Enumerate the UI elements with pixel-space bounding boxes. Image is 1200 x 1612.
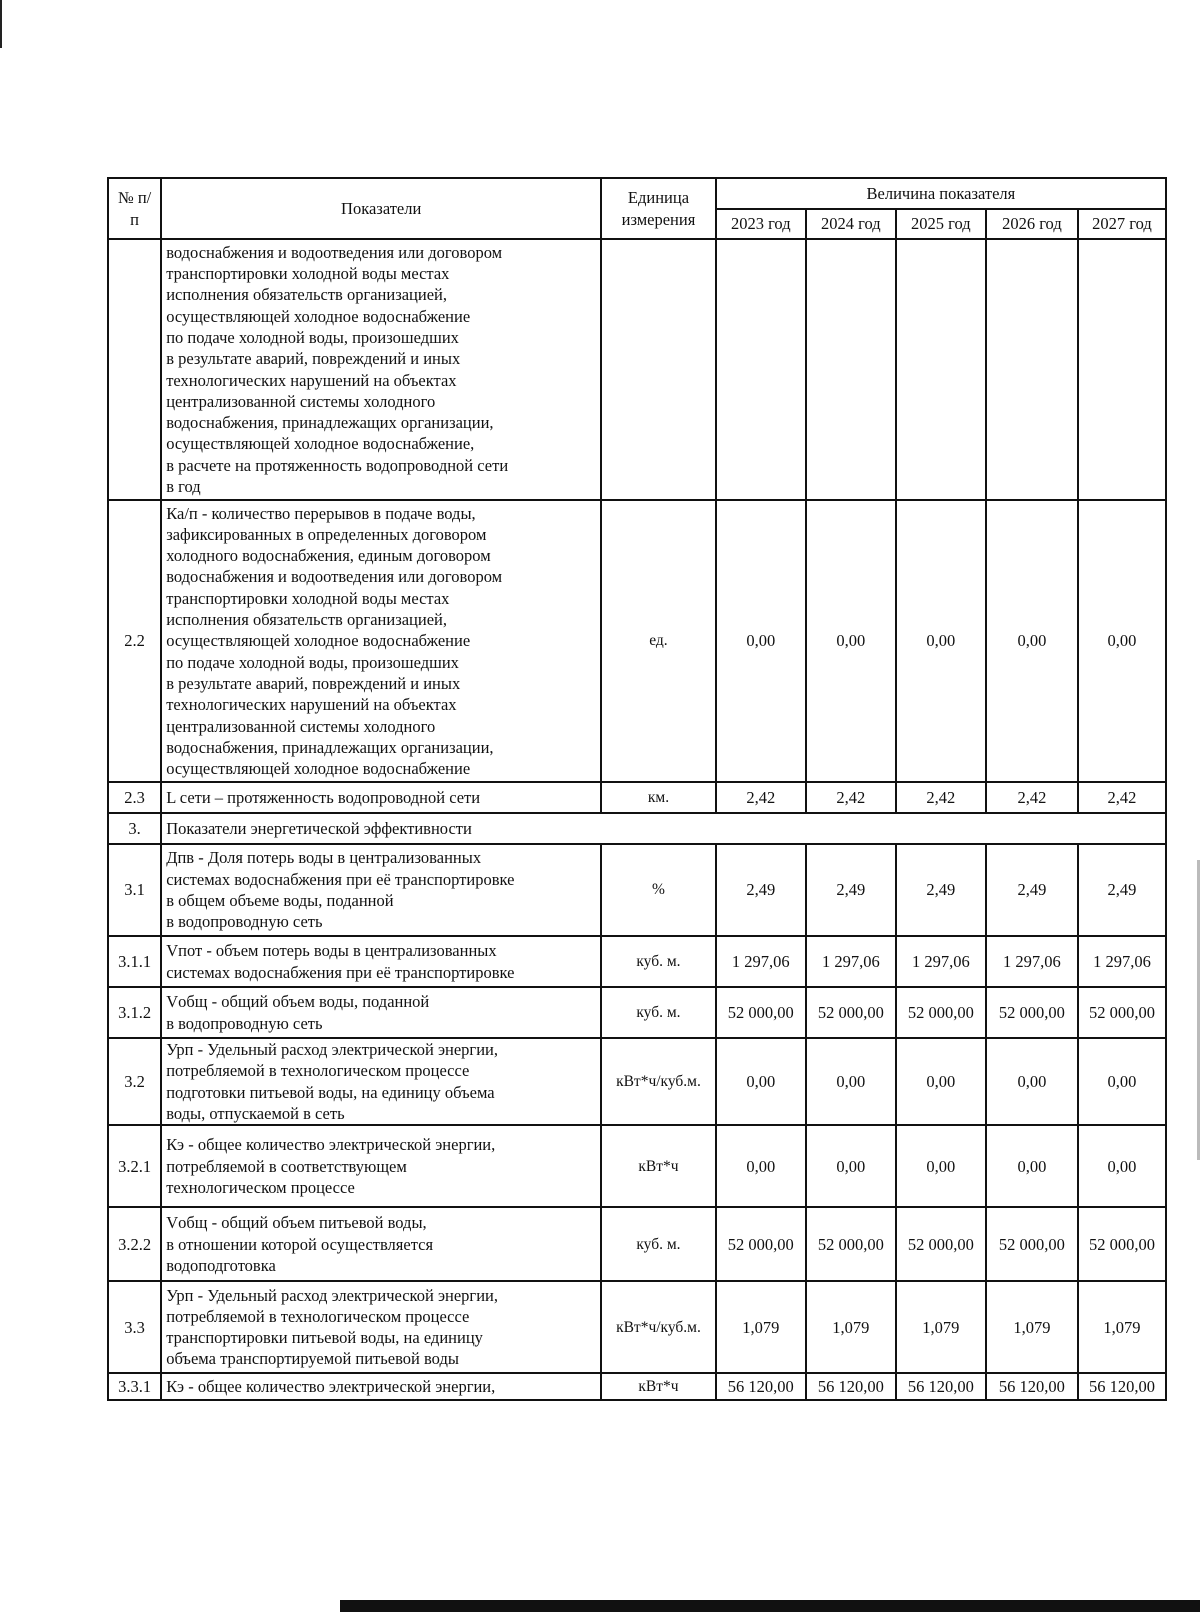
value-cell: 2,42 [986,782,1078,813]
row-number: 3.1 [108,844,161,936]
value-cell: 2,49 [806,844,896,936]
unit-cell: кВт*ч/куб.м. [601,1038,716,1125]
value-cell: 52 000,00 [716,987,806,1038]
indicator-name: Урп - Удельный расход электрической энергии, потребляемой в технологическом процессе подготовки питьевой воды, на единицу объема воды, отпускаемой в сеть [161,1038,601,1125]
scan-edge-mark [0,0,2,48]
unit-cell: куб. м. [601,1207,716,1281]
value-cell: 2,42 [806,782,896,813]
value-cell: 2,42 [896,782,986,813]
table-row [108,1125,1166,1207]
value-cell: 0,00 [806,500,896,782]
value-cell: 56 120,00 [986,1373,1078,1400]
section-title: Показатели энергетической эффективности [161,813,1166,844]
value-cell: 1 297,06 [716,936,806,987]
value-cell: 1,079 [716,1281,806,1373]
value-cell: 2,49 [716,844,806,936]
header-year: 2023 год [716,209,806,239]
value-cell: 52 000,00 [806,1207,896,1281]
row-number: 3.2 [108,1038,161,1125]
table-row [108,1373,1166,1400]
value-cell: 0,00 [986,1038,1078,1125]
table-row [108,500,1166,782]
row-number: 2.2 [108,500,161,782]
table-row [108,782,1166,813]
unit-cell: кВт*ч/куб.м. [601,1281,716,1373]
indicator-name: Vобщ - общий объем питьевой воды, в отношении которой осуществляется водоподготовка [161,1207,601,1281]
header-indicator: Показатели [161,178,601,239]
value-cell: 1,079 [1078,1281,1166,1373]
header-num: № п/п [108,178,161,239]
row-number: 3.1.1 [108,936,161,987]
value-cell: 0,00 [1078,500,1166,782]
row-number: 3. [108,813,161,844]
row-number [108,239,161,500]
value-cell: 52 000,00 [986,1207,1078,1281]
unit-cell: кВт*ч [601,1125,716,1207]
value-cell: 0,00 [716,500,806,782]
value-cell [986,239,1078,500]
table-row [108,844,1166,936]
value-cell: 0,00 [986,1125,1078,1207]
value-cell [716,239,806,500]
value-cell: 1 297,06 [986,936,1078,987]
value-cell: 52 000,00 [806,987,896,1038]
value-cell: 0,00 [716,1038,806,1125]
value-cell: 0,00 [1078,1038,1166,1125]
value-cell: 0,00 [986,500,1078,782]
table-body [108,239,1166,1400]
value-cell: 2,42 [1078,782,1166,813]
header-year: 2026 год [986,209,1078,239]
unit-cell: куб. м. [601,936,716,987]
value-cell: 1 297,06 [806,936,896,987]
value-cell: 52 000,00 [1078,1207,1166,1281]
indicator-name: Vпот - объем потерь воды в централизованных системах водоснабжения при её транспортировке [161,936,601,987]
value-cell [896,239,986,500]
value-cell: 56 120,00 [1078,1373,1166,1400]
value-cell: 52 000,00 [986,987,1078,1038]
unit-cell: кВт*ч [601,1373,716,1400]
row-number: 3.3 [108,1281,161,1373]
row-number: 3.1.2 [108,987,161,1038]
header-value-group: Величина показателя [716,178,1166,209]
value-cell: 52 000,00 [716,1207,806,1281]
value-cell: 1 297,06 [1078,936,1166,987]
value-cell: 1,079 [986,1281,1078,1373]
header-year: 2027 год [1078,209,1166,239]
value-cell: 1,079 [896,1281,986,1373]
scan-bottom-bar [340,1600,1200,1612]
table-row [108,1038,1166,1125]
value-cell: 56 120,00 [716,1373,806,1400]
table-row [108,239,1166,500]
value-cell: 0,00 [896,500,986,782]
value-cell: 1 297,06 [896,936,986,987]
unit-cell: ед. [601,500,716,782]
indicator-name: L сети – протяженность водопроводной сети [161,782,601,813]
header-year: 2024 год [806,209,896,239]
table-row [108,987,1166,1038]
indicator-name: водоснабжения и водоотведения или договором транспортировки холодной воды местах исполнения обязательств организацией, осуществляющей холодное водоснабжение по подаче холодной воды, произошедших в результате аварий, повреждений и иных технологических нарушений на объектах централизованной системы холодного водоснабжения, принадлежащих организации, осуществляющей холодное водоснабжение, в расчете на протяженность водопроводной сети в год [161,239,601,500]
row-number: 3.2.2 [108,1207,161,1281]
unit-cell: куб. м. [601,987,716,1038]
indicator-name: Кэ - общее количество электрической энергии, [161,1373,601,1400]
value-cell: 2,42 [716,782,806,813]
value-cell: 0,00 [896,1038,986,1125]
header-unit: Единица измерения [601,178,716,239]
value-cell [806,239,896,500]
row-number: 2.3 [108,782,161,813]
indicators-table [107,177,1167,1401]
table-row [108,813,1166,844]
value-cell: 0,00 [716,1125,806,1207]
value-cell: 0,00 [1078,1125,1166,1207]
indicator-name: Ка/п - количество перерывов в подаче воды, зафиксированных в определенных договором холодного водоснабжения, единым договором водоснабжения и водоотведения или договором транспортировки холодной воды местах исполнения обязательств организацией, осуществляющей холодное водоснабжение по подаче холодной воды, произошедших в результате аварий, повреждений и иных технологических нарушений на объектах централизованной системы холодного водоснабжения, принадлежащих организации, осуществляющей холодное водоснабжение [161,500,601,782]
indicator-name: Дпв - Доля потерь воды в централизованных системах водоснабжения при её транспортировке в общем объеме воды, поданной в водопроводную сеть [161,844,601,936]
row-number: 3.2.1 [108,1125,161,1207]
value-cell: 56 120,00 [896,1373,986,1400]
value-cell: 2,49 [986,844,1078,936]
row-number: 3.3.1 [108,1373,161,1400]
table-row [108,1281,1166,1373]
table-row [108,936,1166,987]
value-cell: 0,00 [806,1125,896,1207]
value-cell [1078,239,1166,500]
indicator-name: Vобщ - общий объем воды, поданной в водопроводную сеть [161,987,601,1038]
value-cell: 2,49 [896,844,986,936]
value-cell: 2,49 [1078,844,1166,936]
indicator-name: Кэ - общее количество электрической энергии, потребляемой в соответствующем технологическом процессе [161,1125,601,1207]
value-cell: 52 000,00 [896,1207,986,1281]
unit-cell: км. [601,782,716,813]
header-year: 2025 год [896,209,986,239]
value-cell: 52 000,00 [896,987,986,1038]
value-cell: 52 000,00 [1078,987,1166,1038]
indicator-name: Урп - Удельный расход электрической энергии, потребляемой в технологическом процессе транспортировки питьевой воды, на единицу объема транспортируемой питьевой воды [161,1281,601,1373]
unit-cell [601,239,716,500]
value-cell: 1,079 [806,1281,896,1373]
unit-cell: % [601,844,716,936]
value-cell: 0,00 [806,1038,896,1125]
table-row [108,1207,1166,1281]
value-cell: 56 120,00 [806,1373,896,1400]
value-cell: 0,00 [896,1125,986,1207]
